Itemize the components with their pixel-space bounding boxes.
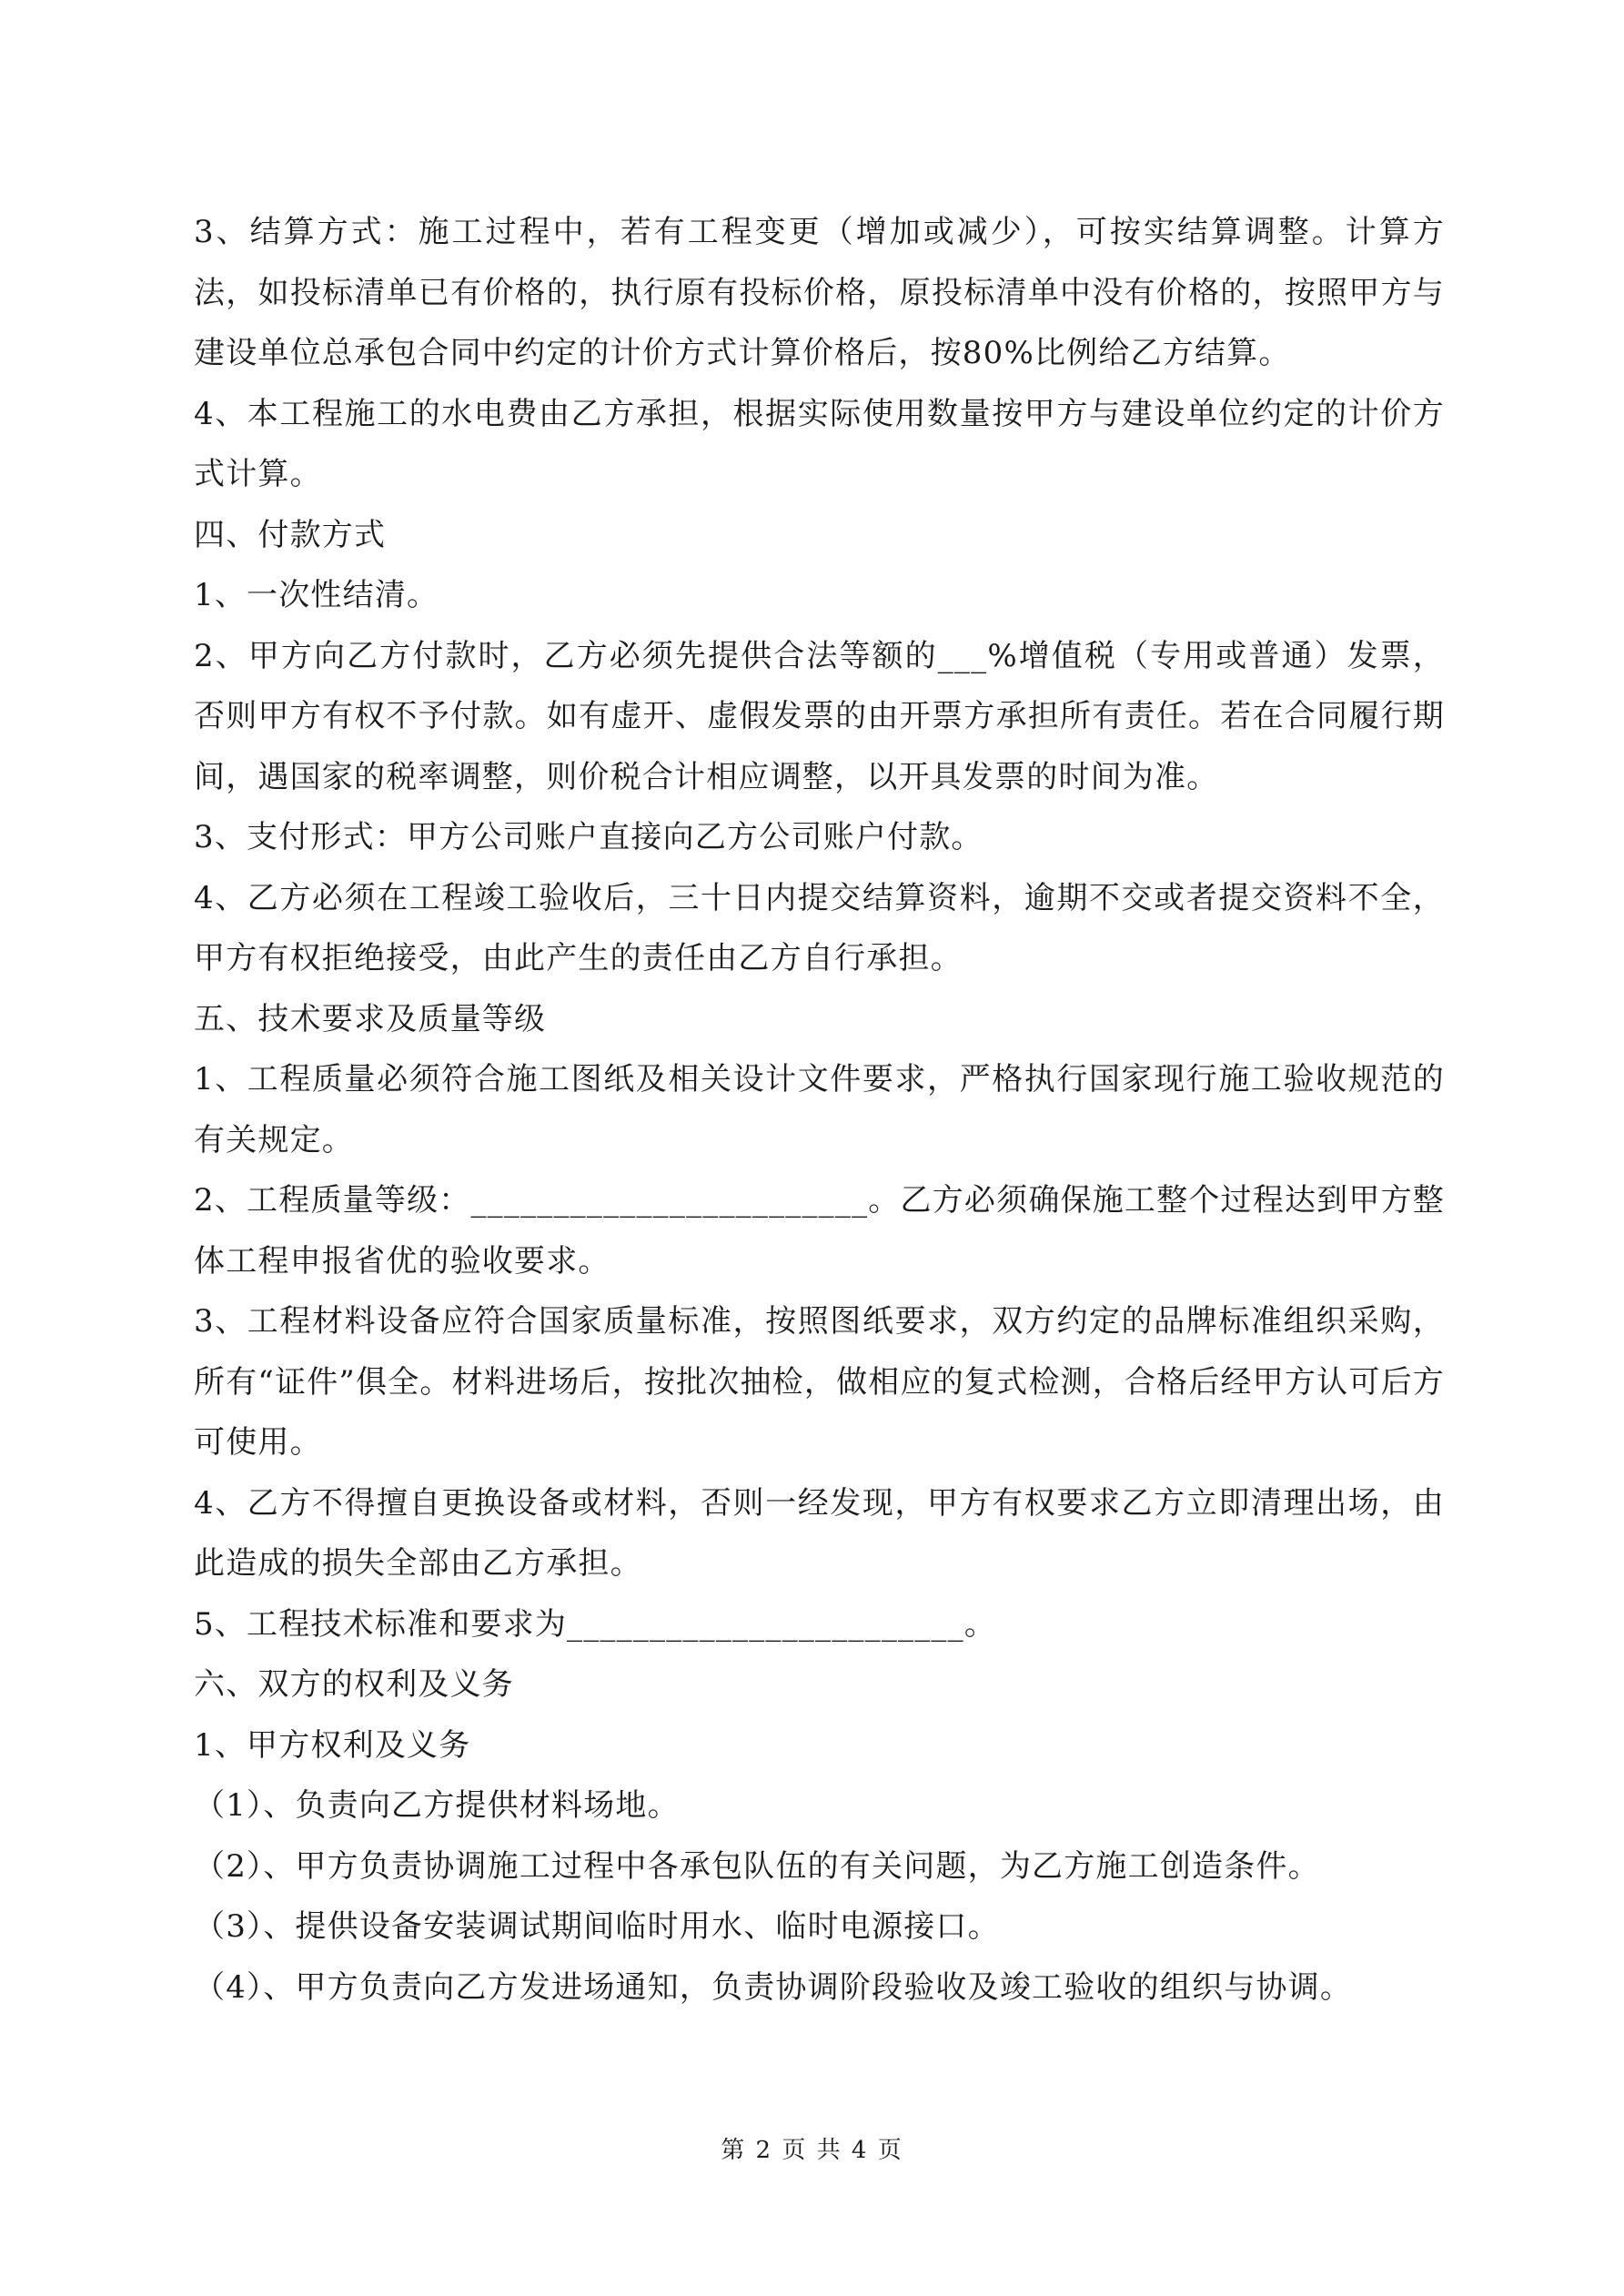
page-footer: 第 2 页 共 4 页 [721, 2137, 903, 2164]
subsection-party-a-rights: 1、甲方权利及义务 [194, 1726, 471, 1764]
document-body [194, 202, 1445, 2018]
item-entry-notice: （4）、甲方负责向乙方发进场通知，负责协调阶段验收及竣工验收的组织与协调。 [194, 1968, 1353, 2006]
clause-technical-standard: 5、工程技术标准和要求为________________________。 [194, 1605, 997, 1643]
clause-no-substitution: 4、乙方不得擅自更换设备或材料，否则一经发现，甲方有权要求乙方立即清理出场，由此造成的损失全部由乙方承担。 [194, 1484, 1445, 1582]
section-heading-quality: 五、技术要求及质量等级 [194, 1000, 547, 1037]
clause-payment-form: 3、支付形式：甲方公司账户直接向乙方公司账户付款。 [194, 819, 983, 855]
section-heading-rights: 六、双方的权利及义务 [194, 1666, 514, 1703]
clause-settlement-method: 3、结算方式：施工过程中，若有工程变更（增加或减少），可按实结算调整。计算方法，如投标清单已有价格的，执行原有投标价格，原投标清单中没有价格的，按照甲方与建设单位总承包合同中约定的计价方式计算价格后，按80%比例给乙方结算。 [194, 214, 1445, 371]
item-coordination: （2）、甲方负责协调施工过程中各承包队伍的有关问题，为乙方施工创造条件。 [194, 1847, 1320, 1885]
clause-materials: 3、工程材料设备应符合国家质量标准，按照图纸要求，双方约定的品牌标准组织采购，所有“证件”俱全。材料进场后，按批次抽检，做相应的复式检测，合格后经甲方认可后方可使用。 [194, 1303, 1445, 1461]
item-material-site: （1）、负责向乙方提供材料场地。 [194, 1787, 680, 1824]
section-heading-payment: 四、付款方式 [194, 516, 387, 553]
clause-quality-grade: 2、工程质量等级：________________________。乙方必须确保施工整个过程达到甲方整体工程申报省优的验收要求。 [194, 1182, 1445, 1279]
clause-quality-requirements: 1、工程质量必须符合施工图纸及相关设计文件要求，严格执行国家现行施工验收规范的有关规定。 [194, 1061, 1445, 1158]
clause-one-time-payment: 1、一次性结清。 [194, 577, 439, 613]
item-temporary-utilities: （3）、提供设备安装调试期间临时用水、临时电源接口。 [194, 1908, 1000, 1945]
clause-settlement-docs: 4、乙方必须在工程竣工验收后，三十日内提交结算资料，逾期不交或者提交资料不全，甲方有权拒绝接受，由此产生的责任由乙方自行承担。 [194, 879, 1445, 976]
clause-utility-fees: 4、本工程施工的水电费由乙方承担，根据实际使用数量按甲方与建设单位约定的计价方式计算。 [194, 395, 1445, 492]
clause-invoice: 2、甲方向乙方付款时，乙方必须先提供合法等额的___%增值税（专用或普通）发票，否则甲方有权不予付款。如有虚开、虚假发票的由开票方承担所有责任。若在合同履行期间，遇国家的税率调整，则价税合计相应调整，以开具发票的时间为准。 [194, 637, 1445, 795]
